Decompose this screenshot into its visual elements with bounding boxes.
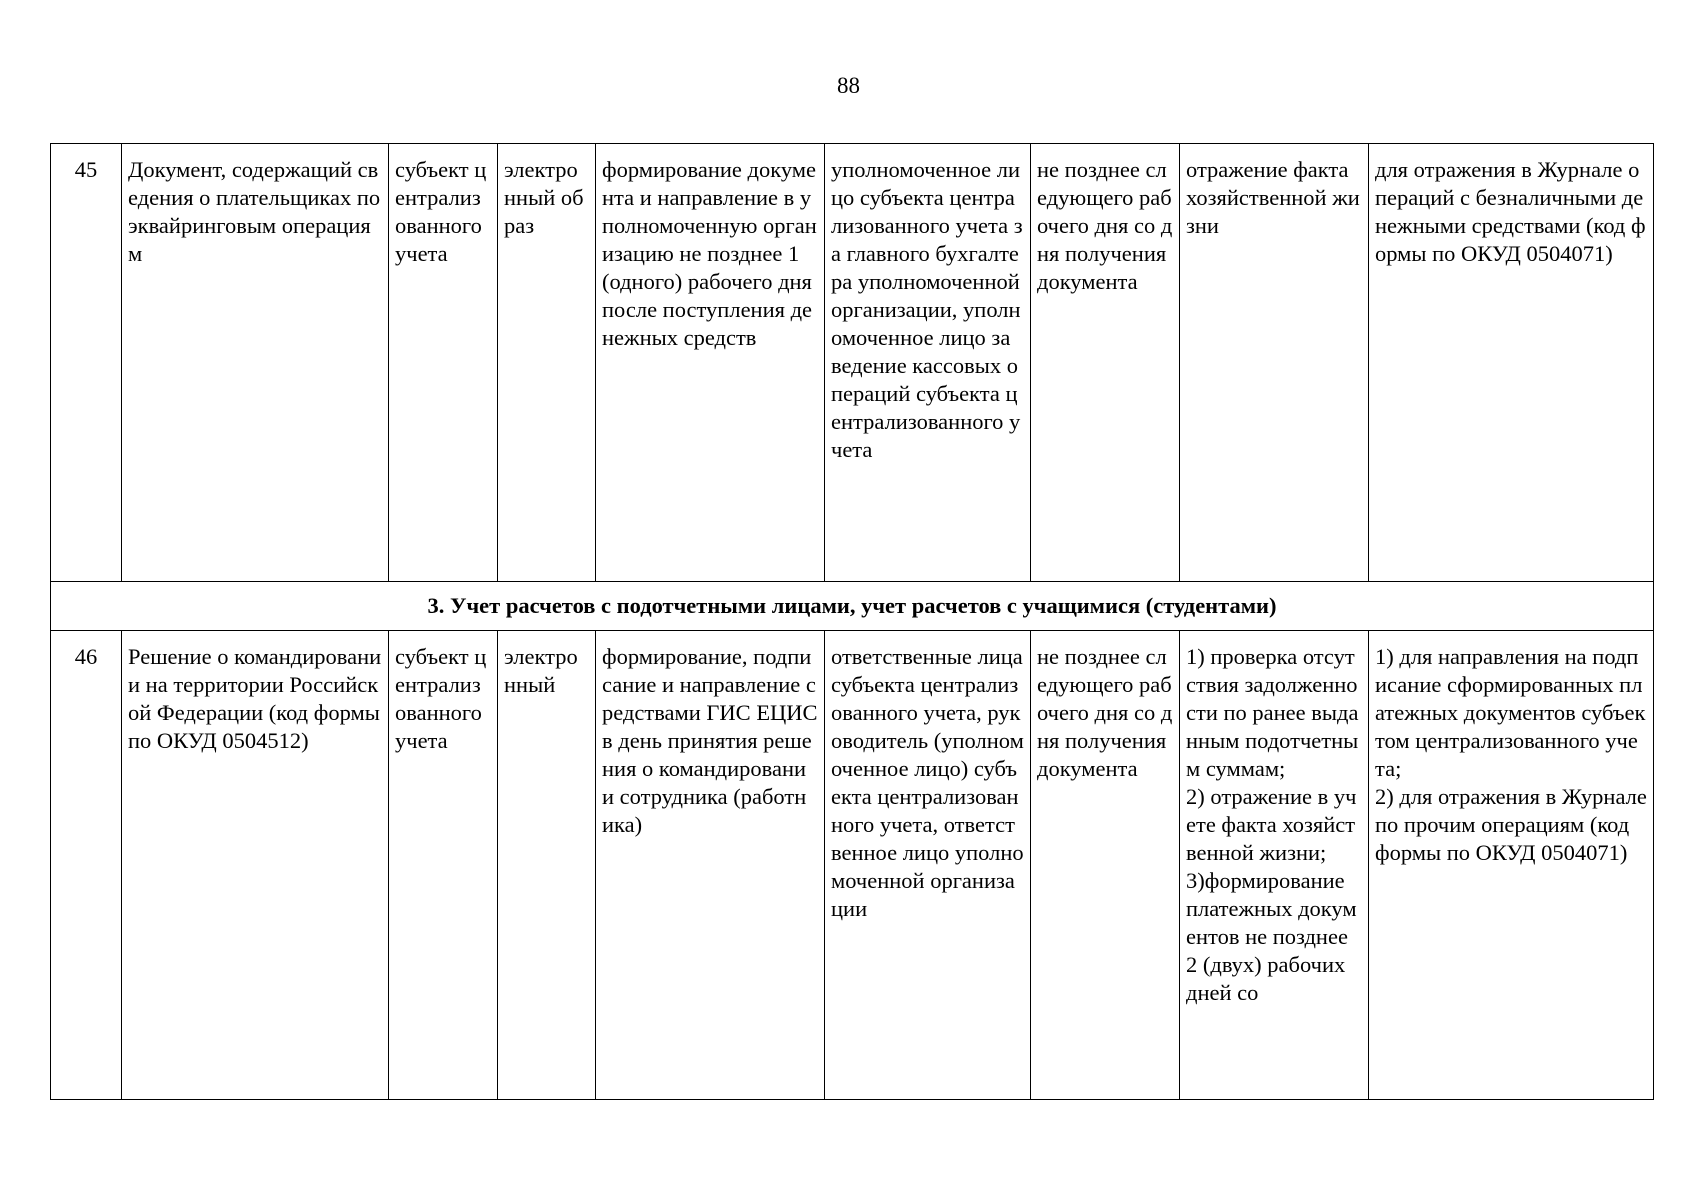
purpose-cell	[1369, 144, 1654, 582]
row-number: 45	[74, 157, 98, 182]
deadline-cell	[1031, 631, 1180, 1100]
action-cell	[1180, 144, 1369, 582]
purpose: 1) для направления на подписание сформированных платежных документов субъектом централизованного учета; 2) для отражения в Журнале по прочим операциям (код формы по ОКУД 0504071)	[1375, 644, 1647, 865]
responsible-cell	[825, 144, 1031, 582]
row-number-cell	[51, 144, 122, 582]
composer-cell	[389, 631, 498, 1100]
purpose-cell	[1369, 631, 1654, 1100]
composer-cell	[389, 144, 498, 582]
composer: субъект централизованного учета	[395, 157, 487, 266]
responsible: уполномоченное лицо субъекта централизованного учета за главного бухгалтера уполномоченной организации, уполномоченное лицо за ведение кассовых операций субъекта централизованного учета	[831, 157, 1023, 462]
document-name-cell	[122, 144, 389, 582]
procedure-cell	[596, 631, 825, 1100]
responsible-cell	[825, 631, 1031, 1100]
action: отражение факта хозяйственной жизни	[1186, 157, 1360, 238]
table-row	[51, 631, 1654, 1100]
deadline-cell	[1031, 144, 1180, 582]
responsible: ответственные лица субъекта централизованного учета, руководитель (уполномоченное лицо) субъекта централизованного учета, ответственное лицо уполномоченной организации	[831, 644, 1024, 921]
row-number-cell	[51, 631, 122, 1100]
document-name-cell	[122, 631, 389, 1100]
form-cell	[498, 144, 596, 582]
procedure: формирование, подписание и направление средствами ГИС ЕЦИС в день принятия решения о командировании сотрудника (работника)	[602, 644, 818, 837]
row-number: 46	[74, 644, 98, 669]
document-form: электронный образ	[504, 157, 584, 238]
form-cell	[498, 631, 596, 1100]
deadline: не позднее следующего рабочего дня со дня получения документа	[1037, 157, 1173, 294]
page-number: 88	[837, 73, 860, 98]
action: 1) проверка отсутствия задолженности по ранее выданным подотчетным суммам; 2) отражение в учете факта хозяйственной жизни; 3)формирование платежных документов не позднее 2 (двух) рабочих дней со	[1186, 644, 1359, 1005]
action-cell	[1180, 631, 1369, 1100]
composer: субъект централизованного учета	[395, 644, 487, 753]
document-name: Документ, содержащий сведения о плательщиках по эквайринговым операциям	[128, 157, 381, 266]
section-title: 3. Учет расчетов с подотчетными лицами, учет расчетов с учащимися (студентами)	[51, 582, 1654, 631]
section-header-row	[51, 582, 1654, 631]
procedure-cell	[596, 144, 825, 582]
deadline: не позднее следующего рабочего дня со дня получения документа	[1037, 644, 1173, 781]
procedure: формирование документа и направление в уполномоченную организацию не позднее 1 (одного) рабочего дня после поступления денежных средств	[602, 157, 817, 350]
document-table	[50, 143, 1654, 1100]
document-form: электронный	[504, 644, 578, 697]
purpose: для отражения в Журнале операций с безналичными денежными средствами (код формы по ОКУД 0504071)	[1375, 157, 1646, 266]
document-name: Решение о командировании на территории Российской Федерации (код формы по ОКУД 0504512)	[128, 644, 382, 753]
table-row	[51, 144, 1654, 582]
